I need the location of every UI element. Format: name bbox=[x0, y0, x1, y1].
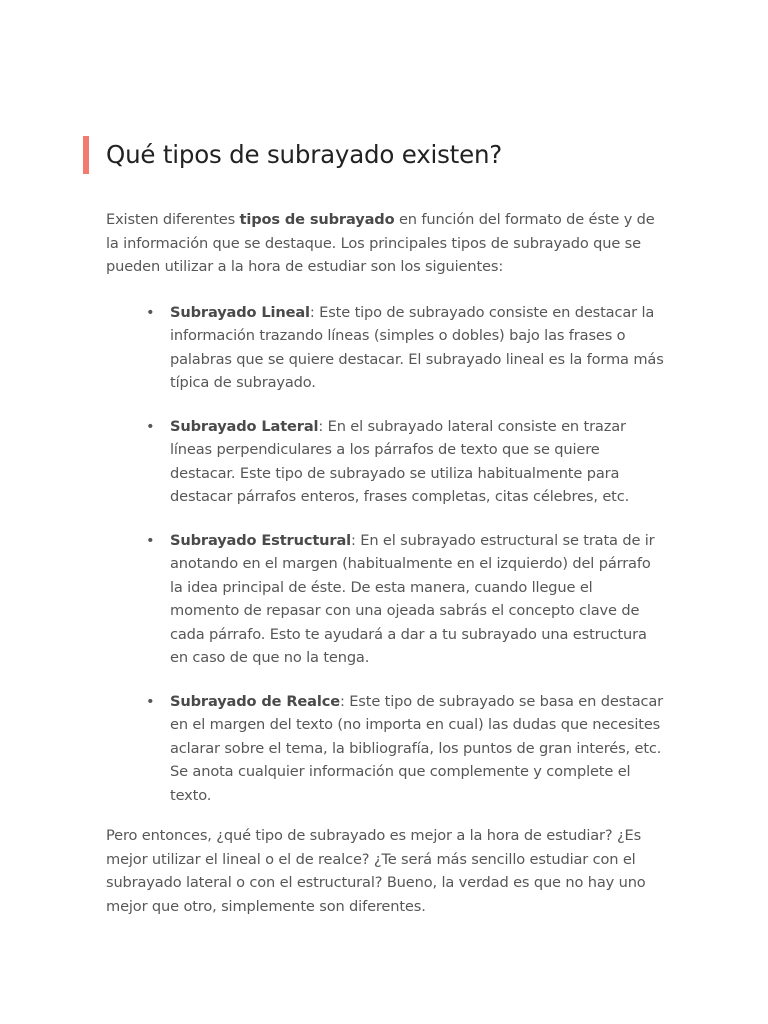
type-description: : Este tipo de subrayado se basa en destacar en el margen del texto (no importa en cual) las dudas que necesites aclarar sobre el tema, la bibliografía, los puntos de gran interés, etc. Se anota cualquier información que complemente y complete el texto. bbox=[170, 692, 664, 804]
type-description: : En el subrayado estructural se trata de ir anotando en el margen (habitualmente en el izquierdo) del párrafo la idea principal de éste. De esta manera, cuando llegue el momento de repasar con una ojeada sabrás el concepto clave de cada párrafo. Esto te ayudará a dar a tu subrayado una estructura en caso de que no la tenga. bbox=[170, 531, 655, 666]
intro-bold-term: tipos de subrayado bbox=[239, 211, 395, 228]
bullet-icon: • bbox=[146, 692, 155, 710]
type-description: : Este tipo de subrayado consiste en destacar la información trazando líneas (simples o dobles) bajo las frases o palabras que se quiere destacar. El subrayado lineal es la forma más típica de subrayado. bbox=[170, 303, 664, 391]
accent-bar bbox=[83, 136, 89, 174]
intro-text-end: en función del formato de éste y de la información que se destaque. Los principales tipos de subrayado que se pueden utilizar a la hora de estudiar son los siguientes: bbox=[106, 211, 655, 275]
list-item bbox=[106, 301, 666, 395]
type-name: Subrayado de Realce bbox=[170, 692, 340, 710]
section-heading bbox=[106, 136, 666, 174]
bullet-icon: • bbox=[146, 531, 155, 549]
subrayado-types-list bbox=[106, 301, 666, 808]
list-item bbox=[106, 690, 666, 808]
type-description: : En el subrayado lateral consiste en trazar líneas perpendiculares a los párrafos de texto que se quiere destacar. Este tipo de subrayado se utiliza habitualmente para destacar párrafos enteros, frases completas, citas célebres, etc. bbox=[170, 417, 630, 505]
intro-paragraph bbox=[106, 208, 666, 279]
intro-text-start: Existen diferentes bbox=[106, 211, 240, 228]
article-section bbox=[106, 136, 666, 918]
list-item bbox=[106, 415, 666, 509]
type-name: Subrayado Estructural bbox=[170, 531, 351, 549]
bullet-icon: • bbox=[146, 417, 155, 435]
outro-paragraph: Pero entonces, ¿qué tipo de subrayado es mejor a la hora de estudiar? ¿Es mejor utilizar el lineal o el de realce? ¿Te será más sencillo estudiar con el subrayado lateral o con el estructural? Bueno, la verdad es que no hay uno mejor que otro, simplemente son diferentes. bbox=[106, 827, 646, 915]
bullet-icon: • bbox=[146, 303, 155, 321]
list-item bbox=[106, 529, 666, 670]
type-name: Subrayado Lateral bbox=[170, 417, 319, 435]
type-name: Subrayado Lineal bbox=[170, 303, 310, 321]
section-title: Qué tipos de subrayado existen? bbox=[106, 140, 503, 169]
